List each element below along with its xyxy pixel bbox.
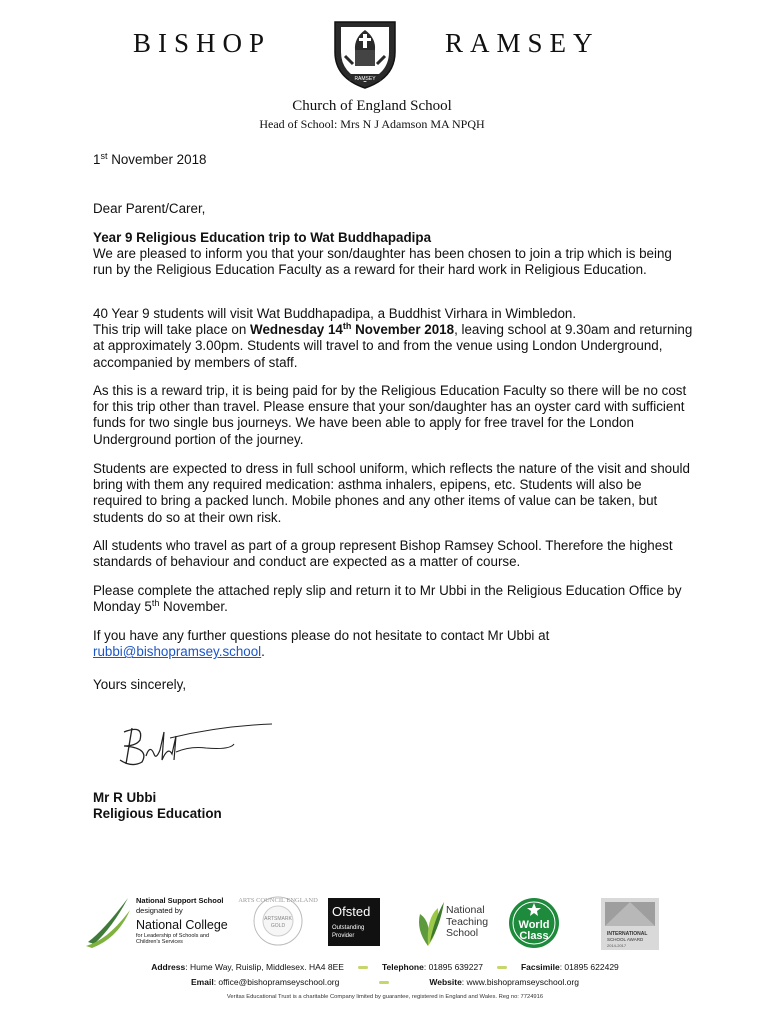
address-value: : Hume Way, Ruislip, Middlesex. HA4 8EE [185,962,344,972]
arts-council-logo [238,893,318,949]
isa-line3: 2014-2017 [607,943,627,948]
contact-email-link[interactable]: rubbi@bishopramsey.school [93,644,262,660]
separator-dash [497,966,507,969]
paragraph-uniform: Students are expected to dress in full school uniform, which reflects the nature of the visit and should bring with them any required medication: asthma inhalers, epipens, etc. Students will also be required to bring a packed lunch. Mobile phones and any other items of value can be taken, but students do so at their own risk. [93,461,690,525]
website-label: Website [429,977,462,987]
crest-banner-text: RAMSEY [354,76,376,82]
artsmark-gold-text: GOLD [270,923,286,929]
footer-web-line [0,977,770,987]
salutation: Dear Parent/Carer, [93,201,206,216]
arts-council-text: ARTS COUNCIL ENGLAND [238,897,318,904]
charity-notice: Veritas Educational Trust is a charitable Company limited by guarantee, registered in England and Wales. Reg no: 7724916 [226,994,544,1000]
school-crest-logo [321,16,409,92]
world-class-logo [508,897,560,949]
international-school-award-logo [601,898,659,950]
paragraph-intro: We are pleased to inform you that your son/daughter has been chosen to join a trip which is being run by the Religious Education Faculty as a reward for their hard work in Religious Education. [93,246,672,278]
brand-right: RAMSEY [445,28,600,58]
paragraph-behaviour: All students who travel as part of a group represent Bishop Ramsey School. Therefore the highest standards of behaviour and conduct are expected as a matter of course. [93,538,673,570]
signer-name: Mr R Ubbi [93,790,157,805]
signer-department: Religious Education [93,806,222,821]
telephone-value: : 01895 639227 [423,962,483,972]
nts-line2: Teaching [446,915,489,928]
brand-left: BISHOP [133,28,272,58]
closing: Yours sincerely, [93,677,187,692]
footer-contact-line [0,962,770,972]
national-college-swoosh-icon [84,890,134,950]
separator-dash [379,981,389,984]
ofsted-line2: Provider [332,933,355,939]
artsmark-text: ARTSMARK [264,916,292,922]
paragraph-reply-slip: Please complete the attached reply slip and return it to Mr Ubbi in the Religious Education Office by Monday 5th November. [93,583,682,615]
isa-line2: SCHOOL AWARD [607,937,644,942]
letter-subject: Year 9 Religious Education trip to Wat Buddhapadipa [93,230,432,245]
national-college-logo [84,890,229,950]
nc-name: National College [136,918,228,932]
paragraph-cost: As this is a reward trip, it is being paid for by the Religious Education Faculty so there will be no cost for this trip other than travel. Please ensure that your son/daughter has an oyster card with sufficient funds for two single bus journeys. We have been able to apply for free travel for the London Underground portion of the journey. [93,383,687,447]
world-class-line2: Class [519,930,549,942]
isa-line1: INTERNATIONAL [607,931,648,937]
address-label: Address [151,962,186,972]
national-teaching-school-logo [410,896,500,948]
leaf-icon [410,896,446,948]
facsimile-value: : 01895 622429 [559,962,619,972]
separator-dash [358,966,368,969]
world-class-line1: World [518,919,550,931]
nts-line3: School [446,927,479,939]
ofsted-line1: Outstanding [332,925,365,931]
nts-line1: National [446,904,485,916]
nc-line1: National Support School [136,896,224,905]
website-value[interactable]: : www.bishopramseyschool.org [461,977,579,987]
nc-sub: for Leadership of Schools and Children's Services [136,933,210,945]
head-of-school: Head of School: Mrs N J Adamson MA NPQH [259,117,485,131]
paragraph-contact: If you have any further questions please do not hesitate to contact Mr Ubbi at rubbi@bishopramsey.school. [93,628,550,660]
email-label: Email [191,977,214,987]
school-type: Church of England School [292,98,452,114]
nc-line2: designated by [136,906,183,915]
letter-date: 1st November 2018 [93,151,207,167]
ofsted-title: Ofsted [332,904,371,919]
ofsted-logo [328,898,380,946]
facsimile-label: Facsimile [520,962,560,972]
telephone-label: Telephone [381,962,424,972]
email-value[interactable]: : office@bishopramseyschool.org [213,977,340,987]
paragraph-trip-details: 40 Year 9 students will visit Wat Buddhapadipa, a Buddhist Virhara in Wimbledon. This trip will take place on Wednesday 14th November 2018, leaving school at 9.30am and returning at approximately 3.00pm. Students will travel to and from the venue using London Underground, accompanied by members of staff. [93,306,693,370]
handwritten-signature [110,712,280,772]
